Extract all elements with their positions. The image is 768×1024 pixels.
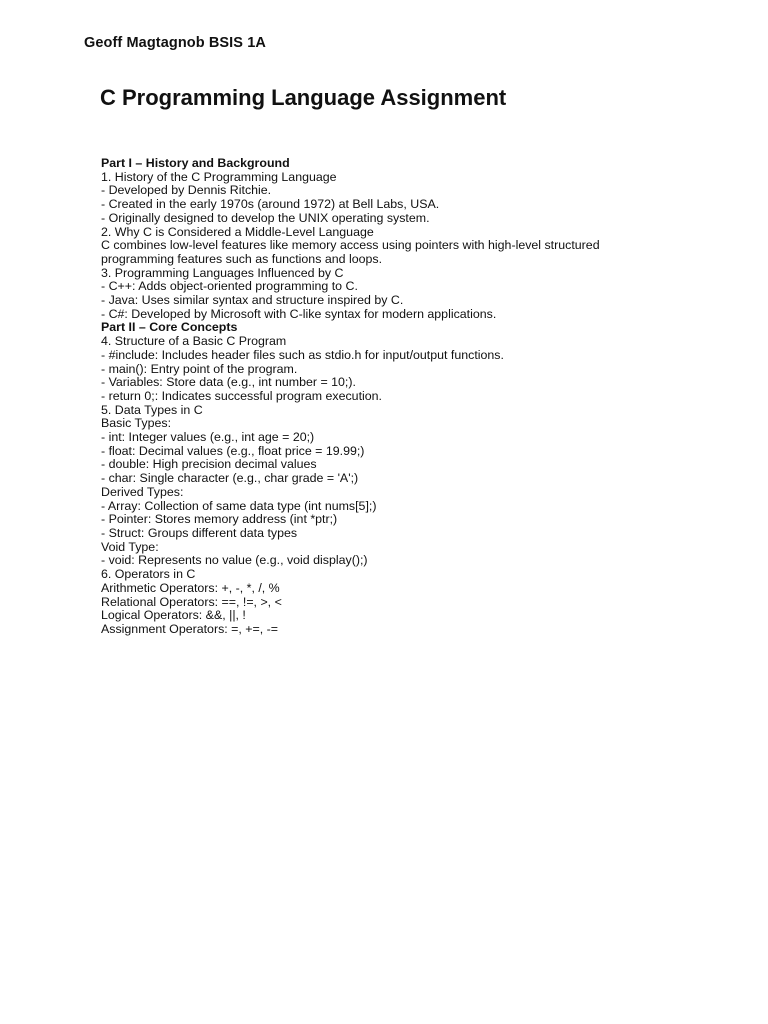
section-heading: Part I – History and Background — [101, 156, 290, 170]
text-line: - Variables: Store data (e.g., int number = 10;). — [101, 375, 356, 390]
text-line: 4. Structure of a Basic C Program — [101, 334, 287, 349]
text-line: - Array: Collection of same data type (int nums[5];) — [101, 498, 377, 513]
text-line: - Java: Uses similar syntax and structure inspired by C. — [101, 293, 404, 308]
document-body — [101, 157, 741, 637]
text-line: - main(): Entry point of the program. — [101, 361, 298, 376]
text-line: Logical Operators: &&, ||, ! — [101, 608, 246, 623]
text-line: - float: Decimal values (e.g., float price = 19.99;) — [101, 443, 365, 458]
text-line: 6. Operators in C — [101, 567, 196, 582]
text-line: - Developed by Dennis Ritchie. — [101, 183, 272, 198]
text-line: Arithmetic Operators: +, -, *, /, % — [101, 580, 280, 595]
author-line: Geoff Magtagnob BSIS 1A — [84, 35, 266, 51]
text-line: Void Type: — [101, 539, 159, 554]
text-line: - Originally designed to develop the UNIX operating system. — [101, 210, 430, 225]
text-line: 2. Why C is Considered a Middle-Level Language — [101, 224, 374, 239]
text-line: - C#: Developed by Microsoft with C-like syntax for modern applications. — [101, 306, 497, 321]
text-line: - char: Single character (e.g., char grade = 'A';) — [101, 471, 359, 486]
text-line: Basic Types: — [101, 416, 172, 431]
text-line: - Struct: Groups different data types — [101, 525, 298, 540]
text-line: - C++: Adds object-oriented programming to C. — [101, 279, 358, 294]
text-line: - double: High precision decimal values — [101, 457, 317, 472]
text-line: - #include: Includes header files such as stdio.h for input/output functions. — [101, 347, 504, 362]
text-line: 1. History of the C Programming Language — [101, 169, 337, 184]
text-line: - Created in the early 1970s (around 1972) at Bell Labs, USA. — [101, 197, 440, 212]
text-line: - void: Represents no value (e.g., void display();) — [101, 553, 368, 568]
text-line: Relational Operators: ==, !=, >, < — [101, 594, 282, 609]
text-line: - int: Integer values (e.g., int age = 20;) — [101, 430, 315, 445]
page-title: C Programming Language Assignment — [100, 85, 507, 110]
text-line: - Pointer: Stores memory address (int *ptr;) — [101, 512, 338, 527]
text-line: - return 0;: Indicates successful program execution. — [101, 388, 382, 403]
text-line: Assignment Operators: =, +=, -= — [101, 621, 278, 636]
text-line: 5. Data Types in C — [101, 402, 203, 417]
section-heading: Part II – Core Concepts — [101, 320, 238, 335]
text-line: Derived Types: — [101, 484, 184, 499]
text-line: C combines low-level features like memory access using pointers with high-level structured programming features such as functions and loops. — [101, 238, 600, 266]
text-line: 3. Programming Languages Influenced by C — [101, 265, 344, 280]
